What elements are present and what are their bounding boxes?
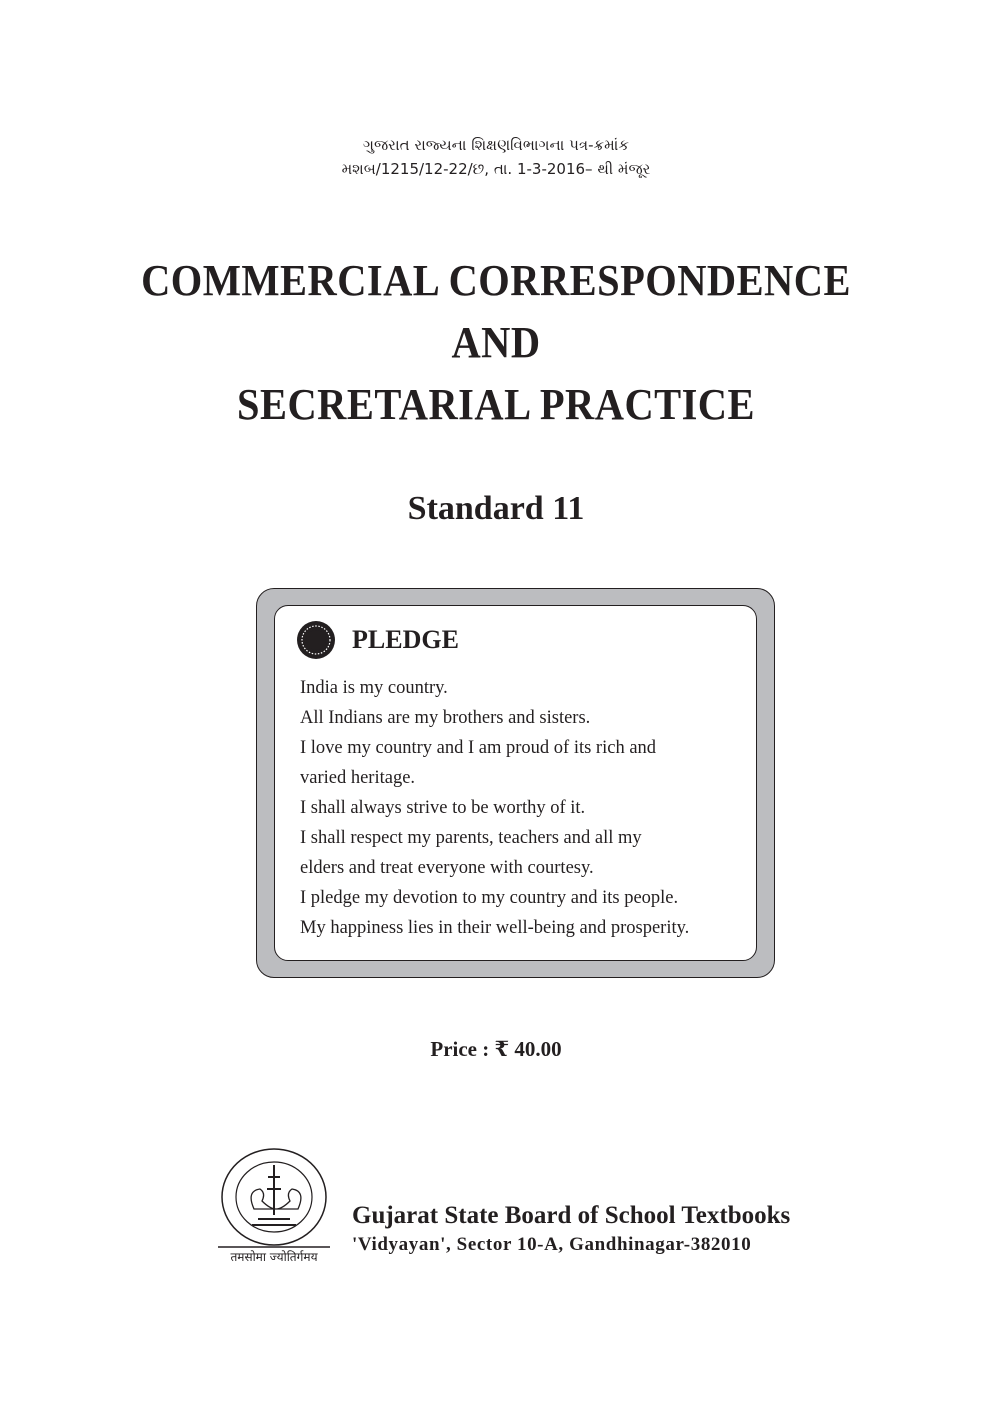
pledge-text xyxy=(300,673,689,943)
publisher-address: 'Vidyayan', Sector 10-A, Gandhinagar-382010 xyxy=(352,1234,752,1255)
pledge-line: My happiness lies in their well-being and prosperity. xyxy=(300,918,690,938)
pledge-line: I pledge my devotion to my country and its people. xyxy=(300,888,679,908)
price: Price : ₹ 40.00 xyxy=(430,1037,562,1061)
title-line-3: SECRETARIAL PRACTICE xyxy=(237,380,755,429)
logo-motto: तमसोमा ज्योतिर्गमय xyxy=(230,1250,318,1264)
publisher-block xyxy=(352,1201,790,1259)
pledge-line: I love my country and I am proud of its rich and xyxy=(300,738,657,758)
pledge-line: varied heritage. xyxy=(300,768,416,788)
pledge-line: I shall respect my parents, teachers and all my xyxy=(300,828,642,848)
book-title xyxy=(40,250,953,436)
approval-line-1: ગુજરાત રાજ્યના શિક્ષણવિભાગના પત્ર-ક્રમાંક xyxy=(363,136,629,154)
pledge-line: elders and treat everyone with courtesy. xyxy=(300,858,594,878)
pledge-heading: PLEDGE xyxy=(352,625,459,654)
pledge-line: All Indians are my brothers and sisters. xyxy=(300,708,591,728)
pledge-line: India is my country. xyxy=(300,678,448,698)
title-line-1: COMMERCIAL CORRESPONDENCE xyxy=(141,256,851,305)
ashoka-chakra-icon xyxy=(296,620,336,660)
pledge-line: I shall always strive to be worthy of it. xyxy=(300,798,586,818)
publisher-name: Gujarat State Board of School Textbooks xyxy=(352,1202,791,1229)
pledge-header xyxy=(296,620,459,660)
approval-line-2: મશબ/1215/12-22/છ, તા. 1-3-2016– થી મંજૂર xyxy=(341,160,651,178)
standard-label: Standard 11 xyxy=(407,490,585,527)
title-line-2: AND xyxy=(451,318,541,367)
gsbst-logo xyxy=(212,1147,336,1265)
